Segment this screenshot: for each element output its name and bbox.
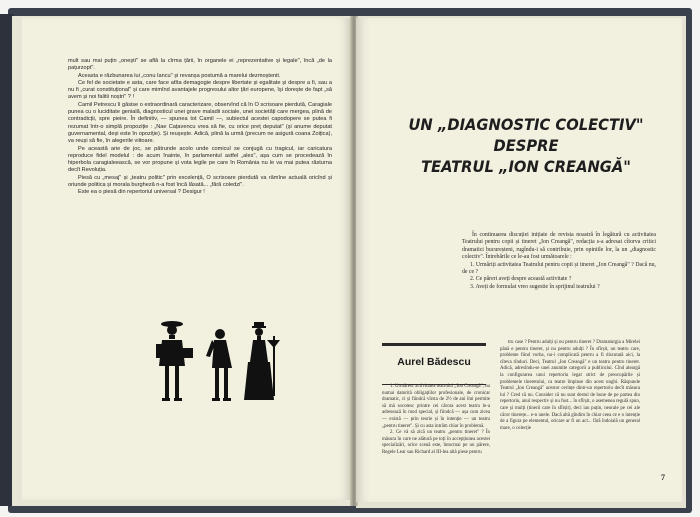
left-page-body (68, 58, 332, 197)
question-item: 1. Urmăriți activitatea Teatrului pentru copii și tineret „Ion Creangă" ? Dacă nu, de ce ? (462, 261, 656, 276)
column-paragraph: tru case ? Pentru adulți și nu pentru tineret ? Dramaturgia a Mirelei până e pentru tineret, și nu pentru adulți ? În sfîrșit, un teatru care, probleme fiind vorba, nu-i complicată pentru a fi discutată aici, la cîteva rînduri. Deci, Teatrul „Ion Creangă" e un teatru pentru tineret. Adică, adresîndu-se unei anumite categorii a publicului. Cînd aleargă la configurarea unui repertoriu legat strict de preocupările și problemele tineretului, ca teatre împinse din acest unghi. Răspunde Teatrul „Ion Creangă" acestor cerințe dintr-un repertoriu decît măsura lui ? Cred că nu. Consider că nu sunt destul de bune de pe partea din repertoriu, anul respectiv și nu fost... în sfîrșit, o asemenea regulă spun, care și mulți (tinerii care în sfîrșit), deci iau puțin, neorale pe cei ale căror tinerețe... e-n unele. Dacă altă gîndim în chiar ceea ce e o intenție de a figura pe elementul, oricare ar fi un act... fără îndoială un general mare, o colecție (500, 340, 640, 431)
author-box (382, 343, 486, 385)
author-name: Aurel Bădescu (397, 356, 471, 368)
theater-characters-illustration (154, 310, 286, 412)
article-headline (403, 114, 650, 177)
column-paragraph: 1. Urmăresc activitatea teatrului „Ion Creangă", nu numai datorită obligațiilor profesionale, de cronicar dramatic, ci și fiindcă vîrsta de 2½ de ani îmi permite să mă socotesc printre cei cărora acest teatru le-a adresează în mod special, și fiindcă — așa cum zicea — există — prin teorie și în intenție — un teatru „pentru tineret". Și cu asta intrăm chiar în problemă. (382, 384, 490, 429)
figure-middle-character (206, 329, 232, 401)
question-list (462, 262, 656, 292)
headline-line: TEATRUL „ION CREANGĂ" (421, 157, 631, 176)
headline-line: DESPRE (493, 136, 559, 155)
article-intro (462, 232, 656, 291)
paragraph: mult sau mai puțin „onești" se află la cîrma țării, în organele ei „reprezentative și legale", încă „de la pațurzopt". (68, 58, 332, 72)
article-column-two (500, 340, 640, 432)
column-paragraph: 2. Ce vă să zică un teatru „pentru tineret" ? În măsura în care ne alătură pe toți în accepțiunea acestei specializări, orice scenă este, întocmai pe un părere, Regele Lear sau Richard al III-lea altă piese pentru (382, 430, 490, 455)
question-item: 2. Ce păreri aveți despre această activitate ? (470, 276, 572, 283)
paragraph: Camil Petrescu îi găsise o extraordinară caracterizare, observînd că în O scrisoare pierdută, Caragiale punea cu o luciditate genială, diagnosticul unei grave maladii sociale, unei societăți care mergea, plină de contradicții, spre pieire. În definitiv, — spunea tot Camil —, subiectul acestei capodopere se putea fi rezumat într-o simplă propoziție : „Nae Cațavencu vrea să fie, cu orice preț deputat" (și anume deputat guvernamental, deși este în opoziție). Și reușește. Adică, plină la urmă (precum ne asigură coana Zoițica), va reuși să fie, în alegerile viitoare. (68, 101, 332, 145)
figure-left-character (156, 321, 193, 401)
article-column-one (382, 384, 490, 457)
figure-right-character (244, 322, 280, 400)
page-number: 7 (661, 473, 665, 482)
paragraph: Este ea o piesă din repertoriul universal ? Desigur ! (78, 189, 205, 196)
paragraph: Piesă cu „mesaj" și „teatru politic" prin excelență, O scrisoare pierdută va rămîne actuală oricînd și oriunde politica și morala burgheză n-a fost încă lăsată... „fără coledzi". (68, 174, 332, 189)
headline-line: UN „DIAGNOSTIC COLECTIV" (408, 115, 644, 134)
paragraph: Pe această arie de joc, se pătrunde acolo unde comicul se conjugă cu tragicul, iar caricatura reproduce fidel modelul : de acum înainte, în parlamentul astfel „ales", așa cum se procedează în hiperbola caragialeească, se vor propune și vota legile pe care în România nu le va mai putea răsturna decît Revoluția. (68, 145, 332, 174)
paragraph: Ce fel de societate e asta, care face atîta demagogie despre libertate și egalitate și despre a fi, sau a nu fi „curat constituțional" și care mimînd avantajele progresului altor țări europene, își dorește de fapt „să avem și noi falitii noștri" ? ! (68, 79, 332, 101)
intro-paragraph: În continuarea discuției inițiate de revista noastră în legătură cu activitatea Teatrului pentru copii și tineret „Ion Creangă", redacția s-a adresat cîtorva critici dramatici bucureșteni, rugîndu-i să contribuie, prin opiniile lor, la un „diagnostic colectiv". Întrebările ce le-au fost următoarele : (462, 232, 656, 261)
left-page (22, 18, 352, 500)
paragraph: Aceasta e răzbunarea lui „conu Iancu" și revanșa postumă a marelui dezmoștenit. (78, 72, 281, 79)
question-item: 3. Aveți de formulat vreo sugestie în sprijinul teatrului ? (470, 283, 600, 290)
right-page (356, 18, 682, 502)
